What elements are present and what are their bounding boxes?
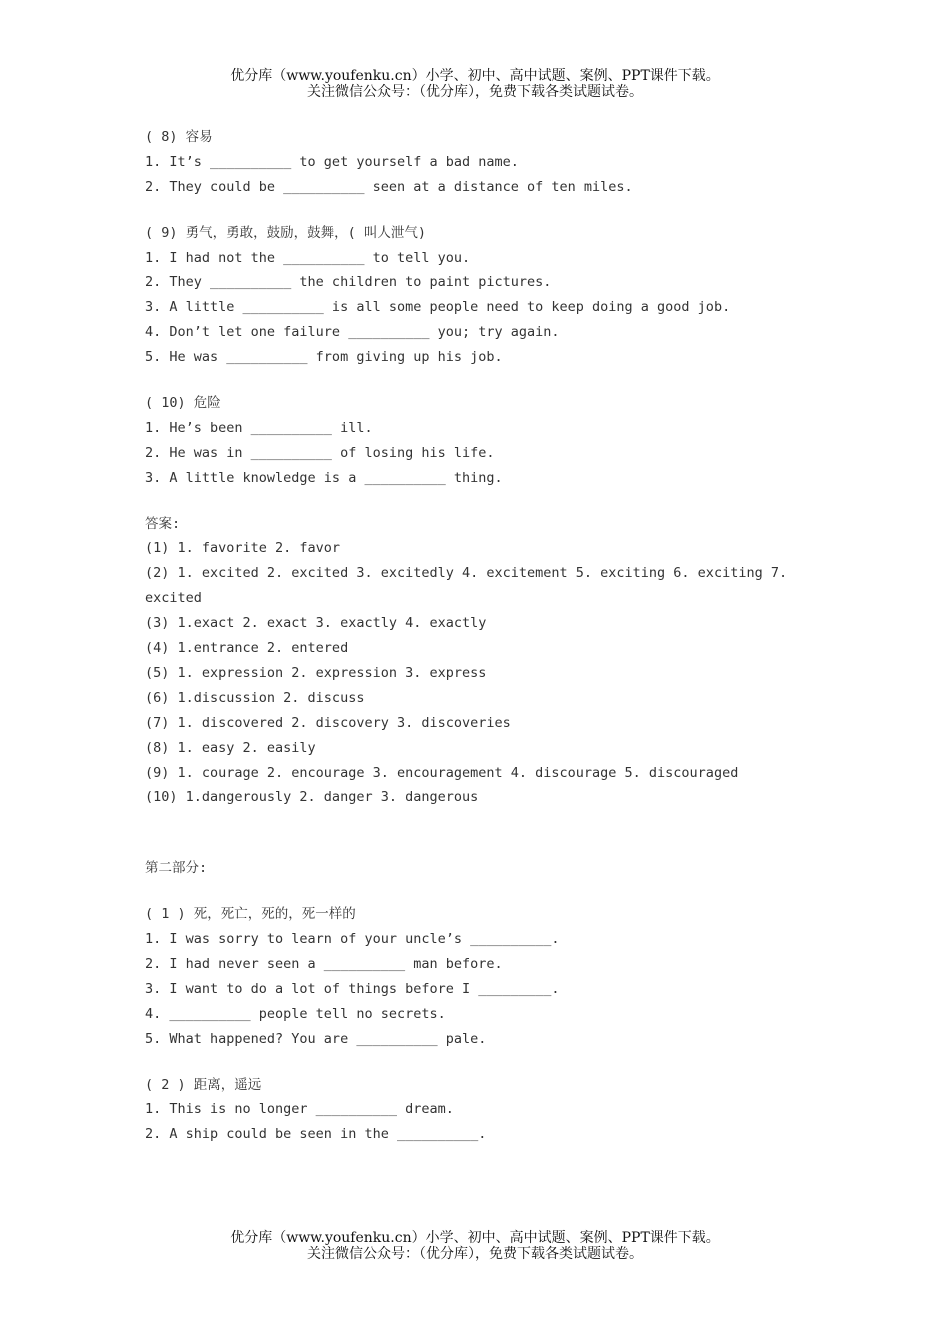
spacer <box>145 370 835 391</box>
section-10 <box>145 391 835 491</box>
footer-line-2: 关注微信公众号：（优分库），免费下载各类试题试卷。 <box>307 1246 643 1262</box>
exercise-item: 1. I had not the __________ to tell you. <box>145 249 471 266</box>
page-footer <box>0 1230 950 1262</box>
exercise-item: 3. A little knowledge is a __________ thing. <box>145 469 503 486</box>
page-content <box>145 125 835 1147</box>
exercise-item: 2. He was in __________ of losing his life. <box>145 444 495 461</box>
page-header <box>0 68 950 100</box>
answer-line: (7) 1. discovered 2. discovery 3. discoveries <box>145 714 511 731</box>
spacer <box>145 881 835 902</box>
part-2 <box>145 856 835 1147</box>
section-title: ( 8) 容易 <box>145 129 213 145</box>
exercise-item: 1. This is no longer __________ dream. <box>145 1101 454 1118</box>
section-title: ( 1 ) 死，死亡，死的，死一样的 <box>145 906 356 923</box>
section-title: ( 2 ) 距离，遥远 <box>145 1076 262 1093</box>
part-title: 第二部分: <box>145 860 208 877</box>
exercise-item: 1. He’s been __________ ill. <box>145 419 373 436</box>
section-title: ( 9) 勇气，勇敢，鼓励，鼓舞，( 叫人泄气) <box>145 224 427 241</box>
answer-line: (10) 1.dangerously 2. danger 3. dangerous <box>145 789 479 806</box>
header-line-1: 优分库（www.youfenku.cn）小学、初中、高中试题、案例、PPT课件下载。 <box>230 68 720 84</box>
spacer <box>145 200 835 221</box>
part2-section-1 <box>145 902 835 1051</box>
exercise-item: 1. It’s __________ to get yourself a bad name. <box>145 153 519 170</box>
footer-line-1: 优分库（www.youfenku.cn）小学、初中、高中试题、案例、PPT课件下载。 <box>230 1230 720 1246</box>
exercise-item: 2. A ship could be seen in the __________. <box>145 1126 487 1143</box>
exercise-item: 3. A little __________ is all some people need to keep doing a good job. <box>145 299 731 316</box>
spacer <box>145 810 835 856</box>
answer-line: (3) 1.exact 2. exact 3. exactly 4. exactly <box>145 615 487 632</box>
exercise-item: 2. They could be __________ seen at a distance of ten miles. <box>145 178 633 195</box>
answer-line: (1) 1. favorite 2. favor <box>145 540 341 557</box>
answer-line: (4) 1.entrance 2. entered <box>145 640 349 657</box>
section-9 <box>145 221 835 370</box>
spacer <box>145 1052 835 1073</box>
part2-section-2 <box>145 1073 835 1148</box>
exercise-item: 3. I want to do a lot of things before I _________. <box>145 980 560 997</box>
answer-line: (6) 1.discussion 2. discuss <box>145 689 365 706</box>
exercise-item: 1. I was sorry to learn of your uncle’s __________. <box>145 931 560 948</box>
exercise-item: 4. Don’t let one failure __________ you; try again. <box>145 324 560 341</box>
section-title: ( 10) 危险 <box>145 395 221 412</box>
answers-title: 答案: <box>145 515 181 532</box>
answer-line: (9) 1. courage 2. encourage 3. encouragement 4. discourage 5. discouraged <box>145 764 739 781</box>
answer-line: (2) 1. excited 2. excited 3. excitedly 4. excitement 5. exciting 6. exciting 7. excited <box>145 565 788 607</box>
answers-section <box>145 512 835 811</box>
header-line-2: 关注微信公众号：（优分库），免费下载各类试题试卷。 <box>307 84 643 100</box>
answer-line: (8) 1. easy 2. easily <box>145 739 316 756</box>
section-8 <box>145 125 835 200</box>
exercise-item: 2. They __________ the children to paint pictures. <box>145 274 552 291</box>
spacer <box>145 491 835 512</box>
answer-line: (5) 1. expression 2. expression 3. express <box>145 664 487 681</box>
exercise-item: 2. I had never seen a __________ man before. <box>145 955 503 972</box>
exercise-item: 4. __________ people tell no secrets. <box>145 1005 446 1022</box>
exercise-item: 5. What happened? You are __________ pale. <box>145 1030 487 1047</box>
exercise-item: 5. He was __________ from giving up his job. <box>145 349 503 366</box>
